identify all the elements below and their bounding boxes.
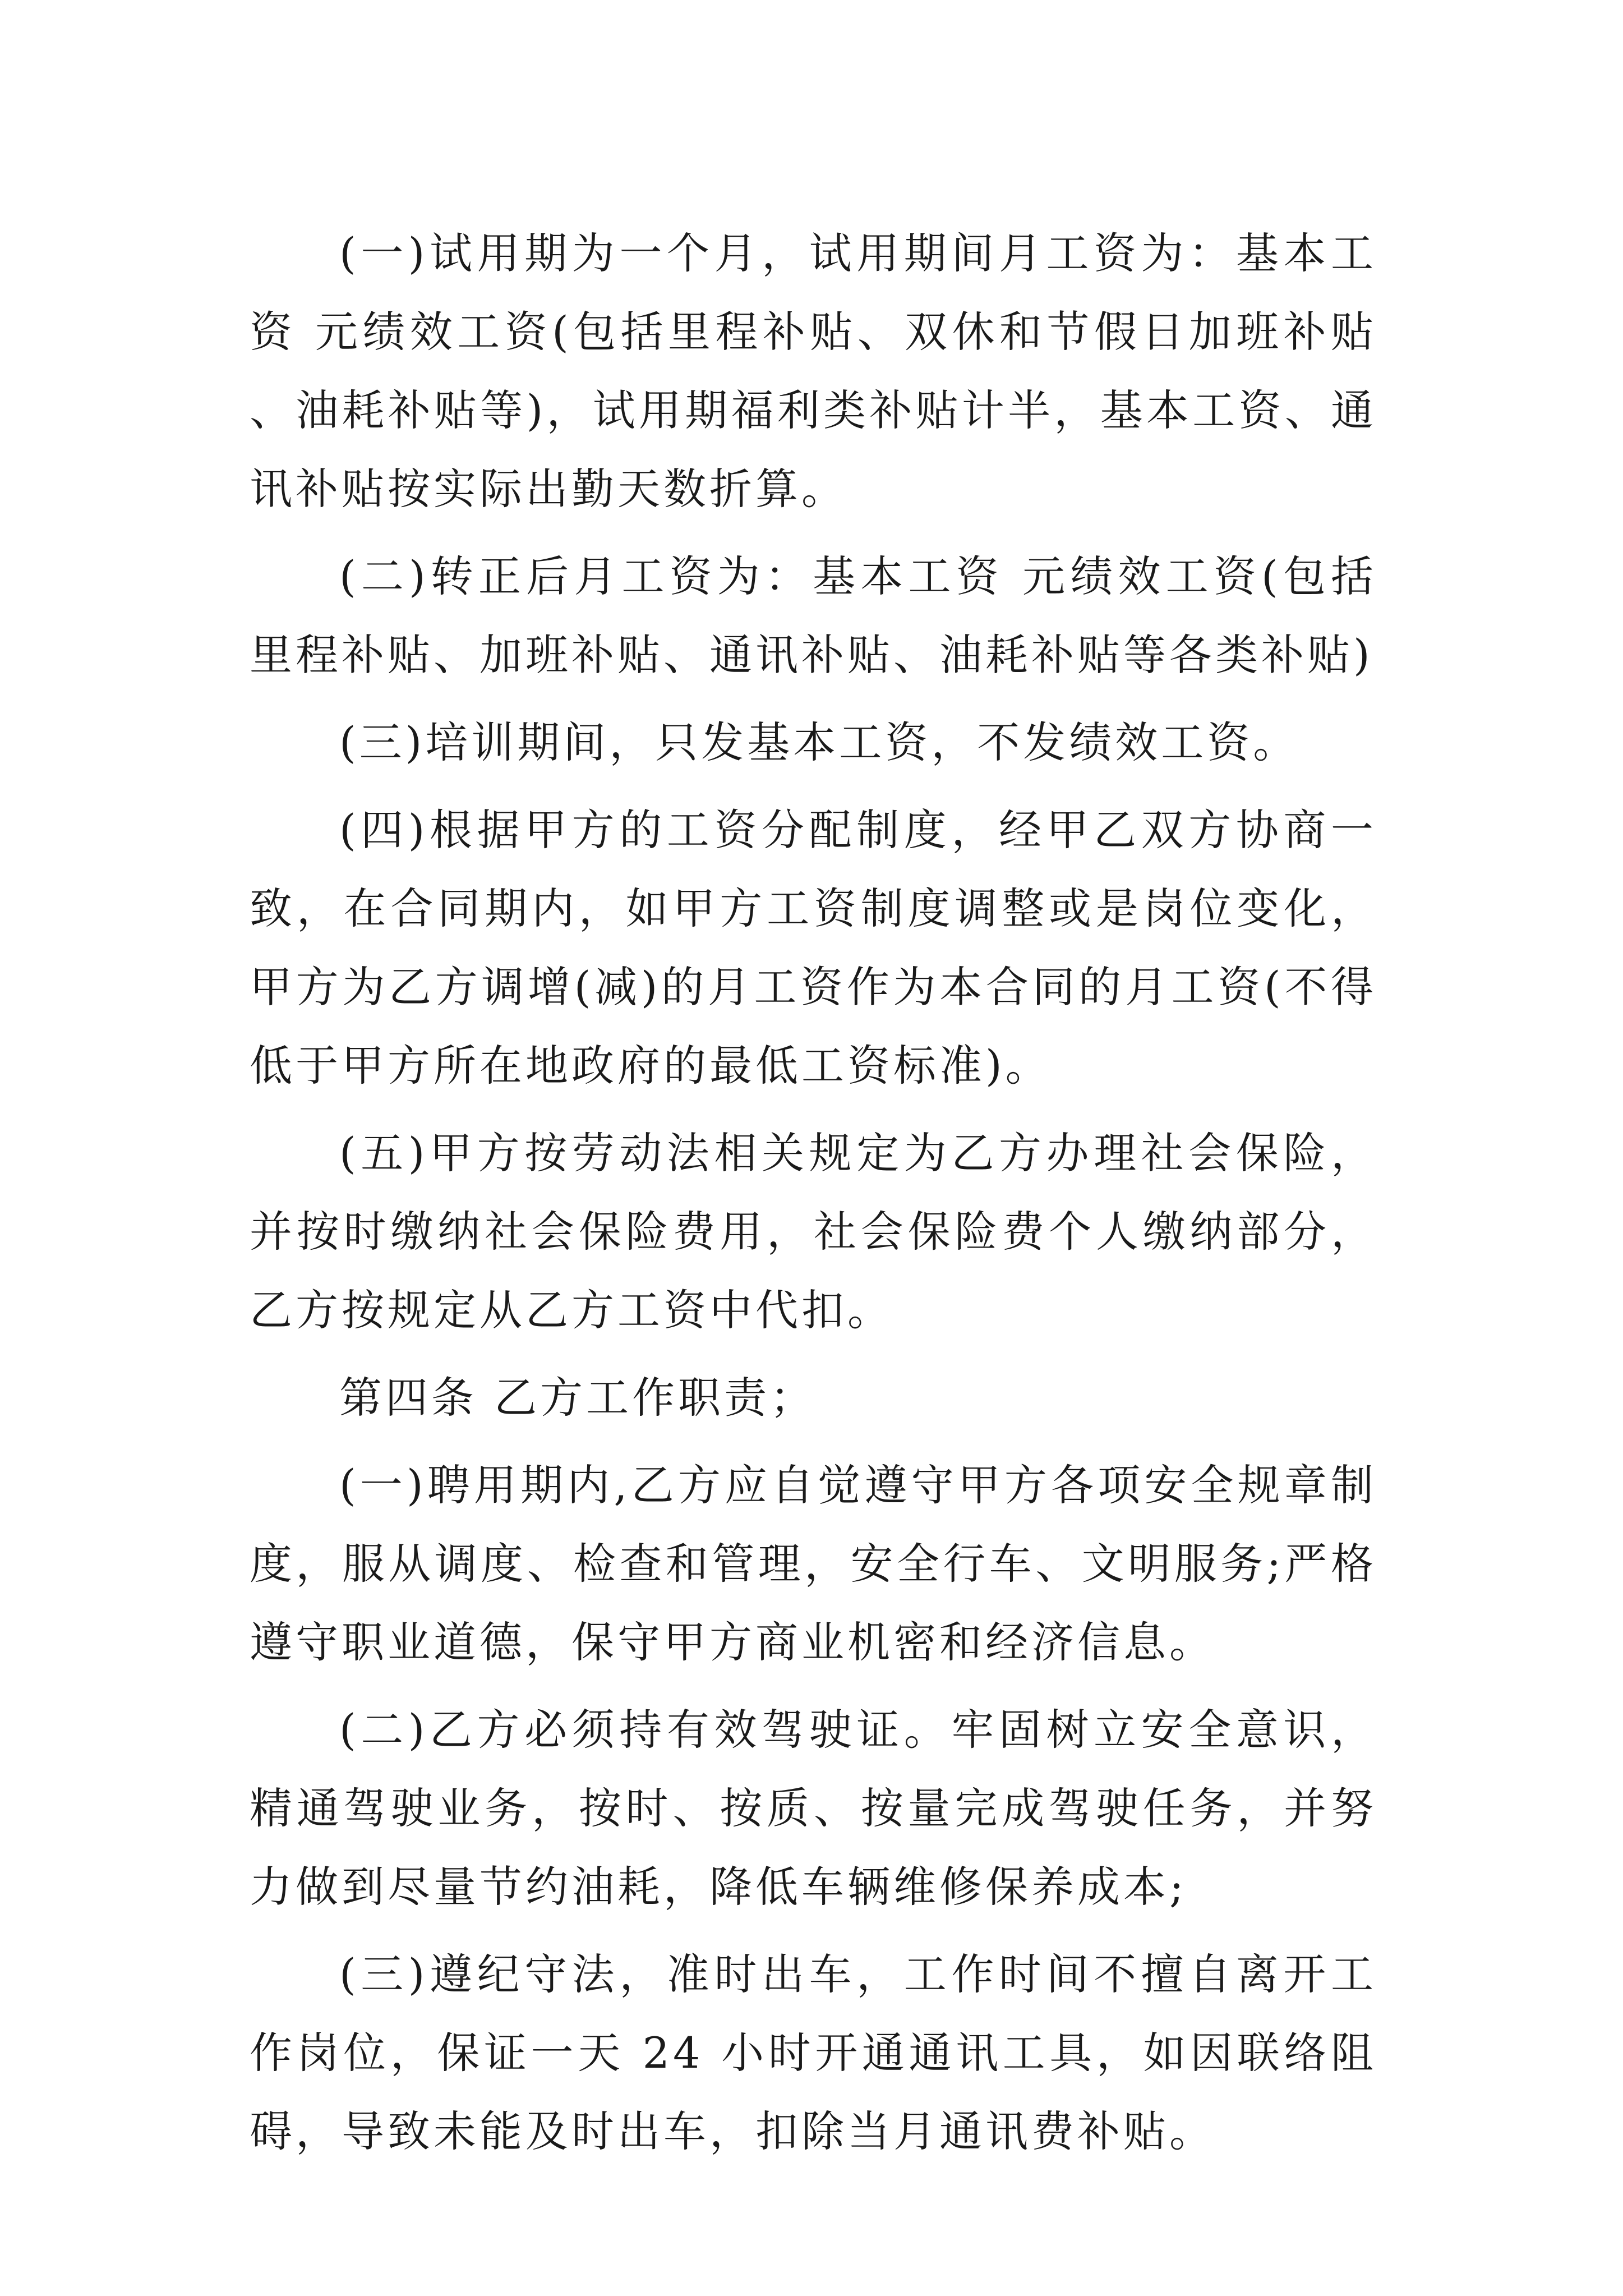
paragraph-salary-adjustment: (四)根据甲方的工资分配制度，经甲乙双方协商一致，在合同期内，如甲方工资制度调整或是岗位变化，甲方为乙方调增(减)的月工资作为本合同的月工资(不得低于甲方所在地政府的最低工资标准)。 [250, 805, 1377, 1091]
paragraph-duty-license: (二)乙方必须持有效驾驶证。牢固树立安全意识，精通驾驶业务，按时、按质、按量完成驾驶任务，并努力做到尽量节约油耗，降低车辆维修保养成本; [250, 1705, 1377, 1912]
paragraph-training-salary: (三)培训期间，只发基本工资，不发绩效工资。 [339, 717, 1299, 767]
document-body [250, 214, 1377, 2171]
paragraph-duty-punctuality: (三)遵纪守法，准时出车，工作时间不擅自离开工作岗位，保证一天 24 小时开通通讯工具，如因联络阻碍，导致未能及时出车，扣除当月通讯费补贴。 [250, 1949, 1377, 2156]
paragraph-social-insurance: (五)甲方按劳动法相关规定为乙方办理社会保险，并按时缴纳社会保险费用，社会保险费个人缴纳部分，乙方按规定从乙方工资中代扣。 [250, 1128, 1377, 1335]
paragraph-probation-salary: (一)试用期为一个月，试用期间月工资为：基本工资 元绩效工资(包括里程补贴、双休和节假日加班补贴、油耗补贴等)，试用期福利类补贴计半，基本工资、通讯补贴按实际出勤天数折算。 [250, 228, 1377, 514]
article-four-heading: 第四条 乙方工作职责； [339, 1373, 817, 1423]
paragraph-regular-salary: (二)转正后月工资为：基本工资 元绩效工资(包括里程补贴、加班补贴、通讯补贴、油耗补贴等各类补贴) [250, 551, 1377, 680]
paragraph-duty-rules: (一)聘用期内,乙方应自觉遵守甲方各项安全规章制度，服从调度、检查和管理，安全行车、文明服务;严格遵守职业道德，保守甲方商业机密和经济信息。 [250, 1460, 1377, 1667]
